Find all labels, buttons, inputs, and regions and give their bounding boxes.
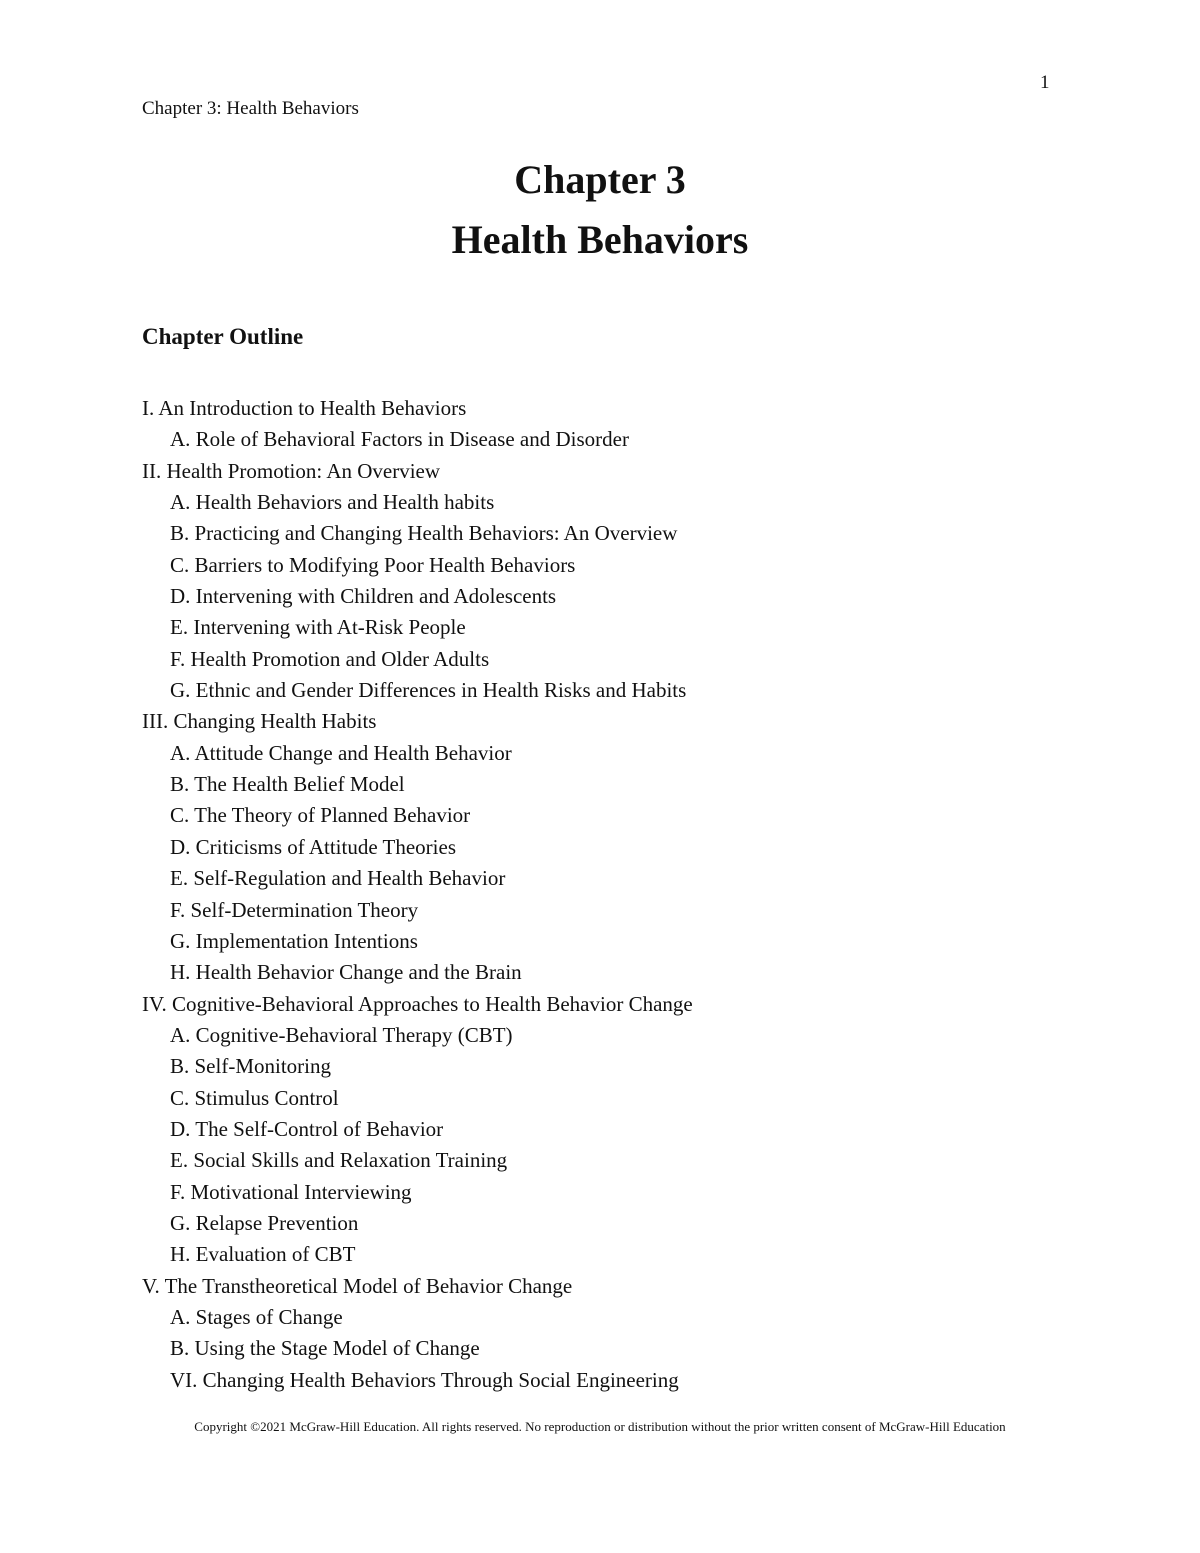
outline-subsection: VI. Changing Health Behaviors Through Social Engineering [170, 1367, 679, 1392]
chapter-title [0, 150, 1200, 270]
outline-subsection: A. Cognitive-Behavioral Therapy (CBT) [170, 1022, 513, 1047]
chapter-name-title: Health Behaviors [451, 217, 749, 262]
outline-section: IV. Cognitive-Behavioral Approaches to Health Behavior Change [142, 991, 693, 1016]
outline-subsection: A. Health Behaviors and Health habits [170, 490, 495, 515]
outline-subsection: E. Self-Regulation and Health Behavior [170, 866, 506, 891]
outline-subsection: F. Health Promotion and Older Adults [170, 646, 490, 671]
outline-section: III. Changing Health Habits [142, 709, 377, 734]
outline-subsection: E. Intervening with At-Risk People [170, 615, 466, 640]
running-header: Chapter 3: Health Behaviors [142, 98, 359, 119]
outline-subsection: E. Social Skills and Relaxation Training [170, 1148, 508, 1173]
outline-subsection: C. Stimulus Control [170, 1085, 339, 1110]
outline-heading: Chapter Outline [142, 324, 304, 349]
outline-subsection: F. Self-Determination Theory [170, 897, 419, 922]
outline-subsection: G. Relapse Prevention [170, 1210, 359, 1235]
outline-subsection: G. Ethnic and Gender Differences in Health Risks and Habits [170, 678, 687, 703]
outline-subsection: D. Criticisms of Attitude Theories [170, 834, 457, 859]
outline-subsection: A. Attitude Change and Health Behavior [170, 740, 512, 765]
outline-section: I. An Introduction to Health Behaviors [142, 396, 467, 420]
chapter-number-title: Chapter 3 [514, 157, 686, 202]
outline-subsection: B. The Health Belief Model [170, 772, 405, 797]
outline-subsection: C. Barriers to Modifying Poor Health Behaviors [170, 552, 576, 577]
outline-subsection: A. Role of Behavioral Factors in Disease and Disorder [170, 427, 629, 452]
outline-subsection: C. The Theory of Planned Behavior [170, 803, 471, 828]
outline-subsection: G. Implementation Intentions [170, 928, 418, 953]
outline-subsection: H. Health Behavior Change and the Brain [170, 960, 522, 985]
outline-subsection: B. Practicing and Changing Health Behaviors: An Overview [170, 521, 678, 546]
chapter-outline-list [142, 393, 693, 1396]
outline-subsection: A. Stages of Change [170, 1304, 343, 1329]
outline-subsection: D. Intervening with Children and Adolescents [170, 584, 557, 609]
outline-subsection: D. The Self-Control of Behavior [170, 1116, 444, 1141]
outline-section: II. Health Promotion: An Overview [142, 458, 441, 483]
outline-section: V. The Transtheoretical Model of Behavior Change [142, 1273, 573, 1298]
outline-subsection: B. Using the Stage Model of Change [170, 1336, 480, 1361]
outline-subsection: H. Evaluation of CBT [170, 1242, 356, 1267]
outline-subsection: B. Self-Monitoring [170, 1054, 331, 1079]
copyright-footer: Copyright ©2021 McGraw-Hill Education. All rights reserved. No reproduction or distribution without the prior written consent of McGraw-Hill Education [194, 1419, 1006, 1434]
outline-subsection: F. Motivational Interviewing [170, 1179, 412, 1204]
page-number: 1 [1040, 72, 1050, 93]
